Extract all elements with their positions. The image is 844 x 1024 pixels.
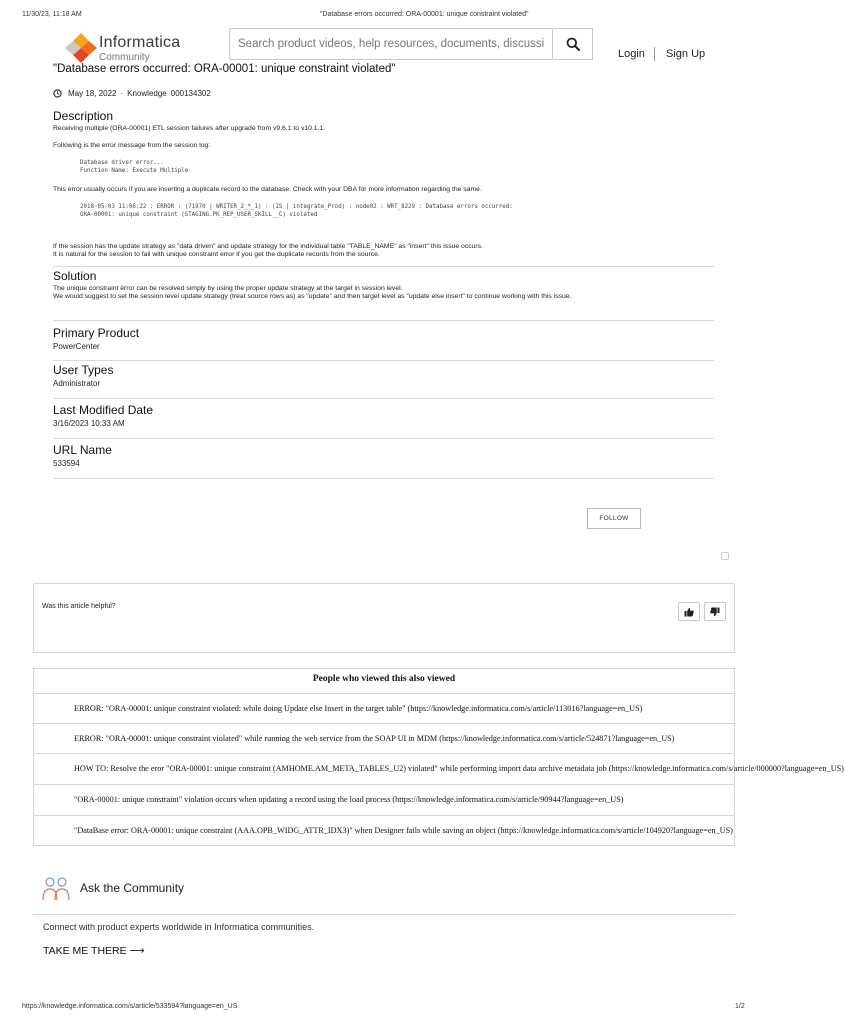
description-paragraph-5: It is natural for the session to fail with unique constraint error if you get the duplicate records from the source. [53,251,380,258]
also-viewed-link[interactable]: HOW TO: Resolve the eror "ORA-00001: unique constraint (AMHOME.AM_META_TABLES_U2) violated" while performing import data archive metadata job (https://knowledge.informatica.com/s/article/000000?language=en_US) [74,763,844,773]
section-divider [53,320,714,321]
follow-button[interactable]: FOLLOW [587,508,641,529]
search-input[interactable] [230,29,552,59]
signup-link[interactable]: Sign Up [666,48,706,60]
section-divider [53,398,714,399]
brand-sub: Community [99,52,150,63]
knowledge-label: Knowledge [127,89,167,98]
solution-paragraph-2: We would suggest to set the session level update strategy (treat source rows as) as "update" and then target level as "update else insert" to continue working with this issue. [53,293,572,300]
thumbs-down-icon [710,607,720,617]
nav-divider [654,47,655,61]
thumbs-up-button[interactable] [678,602,700,621]
clock-icon [53,89,62,98]
print-page-number: 1/2 [735,1003,745,1010]
also-viewed-item[interactable] [34,753,844,782]
code-block-line: Function Name: Execute Multiple [80,168,189,174]
also-viewed-item[interactable] [34,784,734,813]
also-viewed-item[interactable] [34,723,734,752]
solution-paragraph-1: The unique constraint error can be resolved simply by using the proper update strategy at the target in session level. [53,285,403,292]
search-icon [566,37,580,51]
brand-name: Informatica [99,34,181,51]
informatica-logo-icon [64,32,98,64]
field-value-primary-product: PowerCenter [53,342,100,351]
also-viewed-item[interactable] [34,693,734,722]
article-meta [53,89,211,98]
field-label-primary-product: Primary Product [53,326,140,340]
field-value-last-modified: 3/16/2023 10:33 AM [53,419,125,428]
knowledge-id: 000134302 [170,89,211,98]
search-button[interactable] [553,28,593,60]
description-paragraph-4: If the session has the update strategy as "data driven" and update strategy for the individual table "TABLE_NAME" as "insert" this issue occurs. [53,243,483,250]
solution-heading: Solution [53,269,97,283]
description-paragraph-1: Receiving multiple (ORA-00001) ETL session failures after upgrade from v9.6.1 to v10.1.1. [53,125,326,132]
take-me-there-link[interactable]: TAKE ME THERE ⟶ [43,945,145,957]
ask-community-title: Ask the Community [80,881,185,895]
also-viewed-title: People who viewed this also viewed [312,674,456,684]
also-viewed-link[interactable]: ERROR: "ORA-00001: unique constraint violated: while doing Update else Insert in the target table" (https://knowledge.informatica.com/s/article/113016?language=en_US) [74,703,643,713]
also-viewed-link[interactable]: "DataBase error: ORA-00001: unique constraint (AAA.OPB_WIDG_ATTR_IDX3)" when Designer fails while saving an object (https://knowledge.informatica.com/s/article/104920?language=en_US) [74,825,733,835]
field-label-last-modified: Last Modified Date [53,403,154,417]
section-divider [53,478,714,479]
field-value-url-name: 533594 [53,459,80,468]
code-block-line: Database driver error... [80,160,164,166]
page-title: "Database errors occurred: ORA-00001: unique constraint violated" [53,63,396,75]
field-label-url-name: URL Name [53,443,112,457]
code-block-line: 2018-05-03 11:06:22 : ERROR : (71970 | WRITER_2_*_1) : (IS | integrate_Prod) : node02 : WRT_8229 : Database errors occurred: [80,204,513,210]
meta-separator: · [120,89,124,98]
also-viewed-link[interactable]: ERROR: "ORA-00001: unique constraint violated" while running the web service from the SOAP UI in MDM (https://knowledge.informatica.com/s/article/524871?language=en_US) [74,733,675,743]
description-paragraph-2: Following is the error message from the session log: [53,142,211,149]
also-viewed-link[interactable]: "ORA-00001: unique constraint" violation occurs when updating a record using the load process (https://knowledge.informatica.com/s/article/90944?language=en_US) [74,794,624,804]
description-paragraph-3: This error usually occurs if you are inserting a duplicate record to the database. Check with your DBA for more information regarding the same. [53,186,482,193]
thumbs-up-icon [684,607,694,617]
people-group-icon [40,874,72,902]
article-date: May 18, 2022 [68,89,117,98]
section-divider [53,266,714,267]
feedback-panel [33,583,735,653]
field-value-user-types: Administrator [53,379,101,388]
ask-community-description: Connect with product experts worldwide in Informatica communities. [43,922,315,932]
section-divider [53,360,714,361]
print-marker-icon [721,552,729,560]
thumbs-down-button[interactable] [704,602,726,621]
print-doc-title: "Database errors occurred: ORA-00001: unique constraint violated" [320,11,529,18]
print-footer-url: https://knowledge.informatica.com/s/article/533594?language=en_US [22,1003,238,1010]
search-box [229,28,553,60]
feedback-question: Was this article helpful? [42,603,116,610]
print-datetime: 11/30/23, 11:18 AM [22,11,82,18]
code-block-line: ORA-00001: unique constraint (STAGING.PK_REP_USER_SKILL__C) violated [80,212,318,218]
also-viewed-item[interactable] [34,815,734,844]
login-link[interactable]: Login [618,48,645,60]
field-label-user-types: User Types [53,363,114,377]
section-divider [33,914,735,915]
description-heading: Description [53,109,114,123]
section-divider [53,438,714,439]
